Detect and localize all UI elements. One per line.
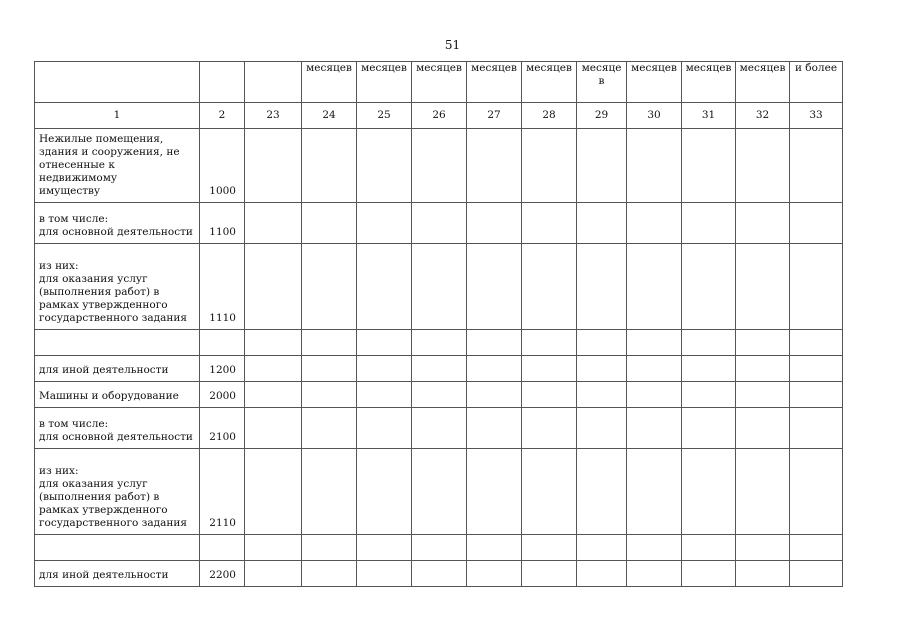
table-row <box>35 561 843 587</box>
empty-cell <box>790 244 843 330</box>
empty-cell <box>467 244 522 330</box>
empty-cell <box>682 408 736 449</box>
header-cell-code <box>200 62 245 103</box>
row-code <box>200 330 245 356</box>
empty-cell <box>412 561 467 587</box>
empty-cell <box>357 449 412 535</box>
header-cell-28: месяцев <box>522 62 577 103</box>
empty-cell <box>245 244 302 330</box>
empty-cell <box>357 408 412 449</box>
empty-cell <box>736 330 790 356</box>
empty-cell <box>627 535 682 561</box>
empty-cell <box>790 561 843 587</box>
empty-cell <box>467 449 522 535</box>
empty-cell <box>627 129 682 203</box>
empty-cell <box>357 356 412 382</box>
empty-cell <box>302 129 357 203</box>
empty-cell <box>790 129 843 203</box>
header-cell-27: месяцев <box>467 62 522 103</box>
column-number: 28 <box>522 103 577 129</box>
column-number: 1 <box>35 103 200 129</box>
row-label: Нежилые помещения, здания и сооружения, не отнесенные к недвижимому имуществу <box>35 129 200 203</box>
table-row <box>35 535 843 561</box>
empty-cell <box>245 535 302 561</box>
empty-cell <box>627 244 682 330</box>
empty-cell <box>577 203 627 244</box>
empty-cell <box>522 449 577 535</box>
empty-cell <box>682 535 736 561</box>
empty-cell <box>577 561 627 587</box>
column-number: 30 <box>627 103 682 129</box>
empty-cell <box>357 330 412 356</box>
empty-cell <box>790 330 843 356</box>
empty-cell <box>357 203 412 244</box>
empty-cell <box>357 129 412 203</box>
column-number: 29 <box>577 103 627 129</box>
empty-cell <box>467 408 522 449</box>
column-numbers-row <box>35 103 843 129</box>
empty-cell <box>245 408 302 449</box>
empty-cell <box>577 356 627 382</box>
empty-cell <box>522 561 577 587</box>
header-cell-25: месяцев <box>357 62 412 103</box>
empty-cell <box>467 330 522 356</box>
column-number: 24 <box>302 103 357 129</box>
header-cell-label <box>35 62 200 103</box>
empty-cell <box>736 449 790 535</box>
empty-cell <box>412 244 467 330</box>
empty-cell <box>790 356 843 382</box>
empty-cell <box>682 561 736 587</box>
row-label: из них: для оказания услуг (выполнения работ) в рамках утвержденного государственного задания <box>35 449 200 535</box>
header-row <box>35 62 843 103</box>
row-label <box>35 330 200 356</box>
column-number: 27 <box>467 103 522 129</box>
empty-cell <box>357 244 412 330</box>
column-number: 26 <box>412 103 467 129</box>
row-label: в том числе: для основной деятельности <box>35 203 200 244</box>
column-number: 33 <box>790 103 843 129</box>
empty-cell <box>522 408 577 449</box>
table-row <box>35 244 843 330</box>
empty-cell <box>245 561 302 587</box>
empty-cell <box>577 449 627 535</box>
empty-cell <box>522 244 577 330</box>
table-row <box>35 408 843 449</box>
header-cell-33: и более <box>790 62 843 103</box>
empty-cell <box>522 382 577 408</box>
header-cell-30: месяцев <box>627 62 682 103</box>
empty-cell <box>412 382 467 408</box>
empty-cell <box>736 203 790 244</box>
empty-cell <box>736 535 790 561</box>
empty-cell <box>577 244 627 330</box>
empty-cell <box>302 382 357 408</box>
empty-cell <box>736 244 790 330</box>
row-label: из них: для оказания услуг (выполнения работ) в рамках утвержденного государственного задания <box>35 244 200 330</box>
column-number: 23 <box>245 103 302 129</box>
empty-cell <box>736 356 790 382</box>
row-code: 2200 <box>200 561 245 587</box>
empty-cell <box>522 330 577 356</box>
empty-cell <box>245 129 302 203</box>
empty-cell <box>522 535 577 561</box>
empty-cell <box>682 356 736 382</box>
empty-cell <box>577 382 627 408</box>
row-code: 1200 <box>200 356 245 382</box>
empty-cell <box>627 330 682 356</box>
empty-cell <box>245 382 302 408</box>
empty-cell <box>302 408 357 449</box>
header-cell-24: месяцев <box>302 62 357 103</box>
empty-cell <box>412 535 467 561</box>
empty-cell <box>302 535 357 561</box>
empty-cell <box>412 408 467 449</box>
empty-cell <box>627 449 682 535</box>
column-number: 31 <box>682 103 736 129</box>
empty-cell <box>522 129 577 203</box>
row-code: 2110 <box>200 449 245 535</box>
empty-cell <box>736 408 790 449</box>
empty-cell <box>682 244 736 330</box>
empty-cell <box>412 330 467 356</box>
column-number: 25 <box>357 103 412 129</box>
empty-cell <box>302 203 357 244</box>
empty-cell <box>467 129 522 203</box>
empty-cell <box>522 356 577 382</box>
empty-cell <box>357 561 412 587</box>
empty-cell <box>682 129 736 203</box>
empty-cell <box>522 203 577 244</box>
empty-cell <box>302 244 357 330</box>
header-cell-31: месяцев <box>682 62 736 103</box>
empty-cell <box>627 356 682 382</box>
empty-cell <box>577 535 627 561</box>
empty-cell <box>627 203 682 244</box>
empty-cell <box>467 561 522 587</box>
row-code: 1000 <box>200 129 245 203</box>
empty-cell <box>412 129 467 203</box>
page-number: 51 <box>444 38 461 52</box>
row-code: 2000 <box>200 382 245 408</box>
table-row <box>35 382 843 408</box>
empty-cell <box>790 408 843 449</box>
empty-cell <box>412 356 467 382</box>
empty-cell <box>302 449 357 535</box>
empty-cell <box>736 382 790 408</box>
empty-cell <box>467 535 522 561</box>
empty-cell <box>245 203 302 244</box>
empty-cell <box>627 561 682 587</box>
table-row <box>35 203 843 244</box>
empty-cell <box>245 330 302 356</box>
empty-cell <box>302 330 357 356</box>
table-row <box>35 129 843 203</box>
empty-cell <box>412 203 467 244</box>
row-label <box>35 535 200 561</box>
empty-cell <box>790 449 843 535</box>
empty-cell <box>302 356 357 382</box>
empty-cell <box>682 330 736 356</box>
empty-cell <box>627 408 682 449</box>
column-number: 32 <box>736 103 790 129</box>
empty-cell <box>357 535 412 561</box>
empty-cell <box>245 449 302 535</box>
empty-cell <box>467 356 522 382</box>
row-code: 1110 <box>200 244 245 330</box>
empty-cell <box>627 382 682 408</box>
row-label: Машины и оборудование <box>35 382 200 408</box>
empty-cell <box>412 449 467 535</box>
empty-cell <box>682 382 736 408</box>
header-cell-29: месяцев <box>577 62 627 103</box>
table-row <box>35 356 843 382</box>
empty-cell <box>245 356 302 382</box>
table-row <box>35 330 843 356</box>
header-cell-23 <box>245 62 302 103</box>
empty-cell <box>736 129 790 203</box>
empty-cell <box>357 382 412 408</box>
empty-cell <box>467 382 522 408</box>
empty-cell <box>790 535 843 561</box>
row-code: 1100 <box>200 203 245 244</box>
table-row <box>35 449 843 535</box>
header-cell-32: месяцев <box>736 62 790 103</box>
data-table <box>34 61 843 587</box>
row-label: для иной деятельности <box>35 356 200 382</box>
row-label: в том числе: для основной деятельности <box>35 408 200 449</box>
row-label: для иной деятельности <box>35 561 200 587</box>
empty-cell <box>736 561 790 587</box>
row-code <box>200 535 245 561</box>
empty-cell <box>790 382 843 408</box>
header-cell-26: месяцев <box>412 62 467 103</box>
empty-cell <box>577 408 627 449</box>
column-number: 2 <box>200 103 245 129</box>
empty-cell <box>577 330 627 356</box>
empty-cell <box>682 203 736 244</box>
empty-cell <box>790 203 843 244</box>
row-code: 2100 <box>200 408 245 449</box>
empty-cell <box>467 203 522 244</box>
empty-cell <box>577 129 627 203</box>
empty-cell <box>682 449 736 535</box>
empty-cell <box>302 561 357 587</box>
